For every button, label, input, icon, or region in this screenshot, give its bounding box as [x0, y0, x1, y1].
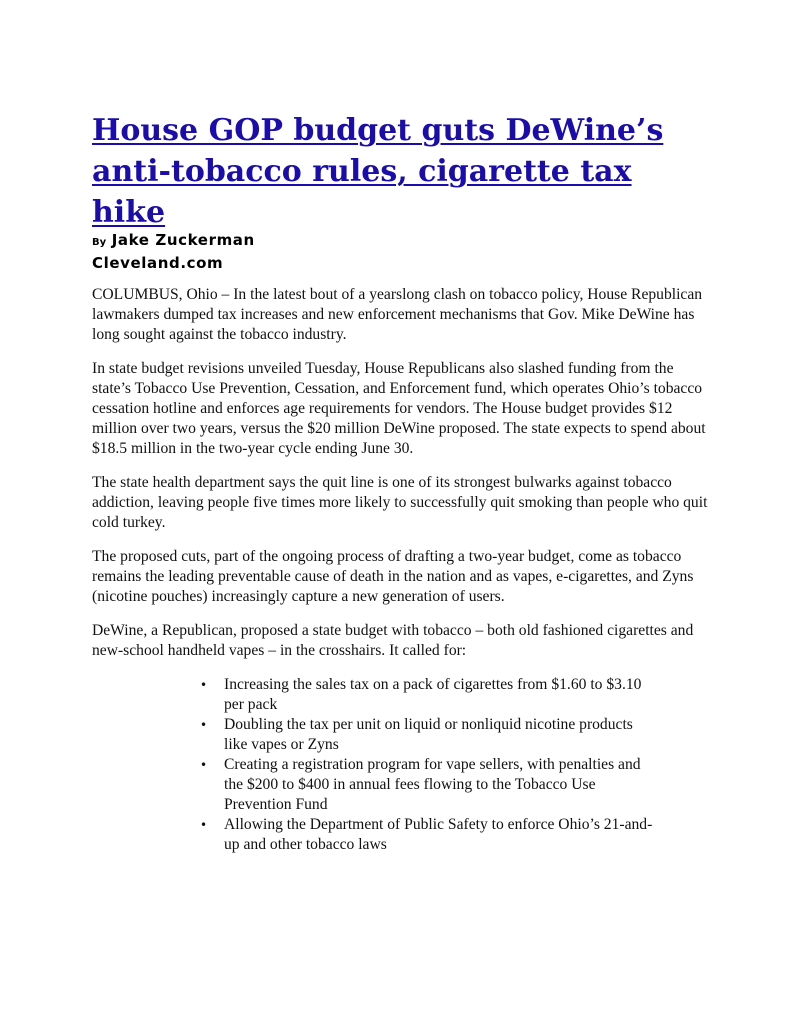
list-item-text: Creating a registration program for vape sellers, with penalties and the $200 to $400 in annual fees flowing to the Tobacco Use Prevention Fund — [224, 756, 641, 813]
paragraph: COLUMBUS, Ohio – In the latest bout of a yearslong clash on tobacco policy, House Republican lawmakers dumped tax increases and new enforcement mechanisms that Gov. Mike DeWine has long sought against the tobacco industry. — [92, 286, 703, 343]
bullet-icon: • — [200, 718, 208, 732]
list-item-text: Allowing the Department of Public Safety to enforce Ohio’s 21-and-up and other tobacco laws — [224, 816, 653, 853]
paragraph: The state health department says the quit line is one of its strongest bulwarks against tobacco addiction, leaving people five times more likely to successfully quit smoking than people who quit cold turkey. — [92, 474, 708, 531]
proposal-list — [92, 675, 712, 855]
list-item-text: Increasing the sales tax on a pack of cigarettes from $1.60 to $3.10 per pack — [224, 676, 642, 713]
paragraph: In state budget revisions unveiled Tuesday, House Republicans also slashed funding from the state’s Tobacco Use Prevention, Cessation, and Enforcement fund, which operates Ohio’s tobacco cessation hotline and enforces age requirements for vendors. The House budget provides $12 million over two years, versus the $20 million DeWine proposed. The state expects to spend about $18.5 million in the two-year cycle ending June 30. — [92, 360, 706, 457]
outlet-name: Cleveland.com — [92, 254, 224, 272]
list-item — [200, 755, 654, 815]
byline — [92, 230, 255, 273]
bullet-icon: • — [200, 818, 208, 832]
byline-prefix: By — [92, 237, 107, 248]
bullet-icon: • — [200, 758, 208, 772]
list-item-text: Doubling the tax per unit on liquid or nonliquid nicotine products like vapes or Zyns — [224, 716, 633, 753]
bullet-icon: • — [200, 678, 208, 692]
list-item — [200, 675, 654, 715]
article-body — [92, 285, 712, 855]
article-headline-link[interactable]: House GOP budget guts DeWine’s anti-tobacco rules, cigarette tax hike — [92, 113, 664, 230]
paragraph: DeWine, a Republican, proposed a state budget with tobacco – both old fashioned cigarettes and new-school handheld vapes – in the crosshairs. It called for: — [92, 622, 694, 659]
paragraph: The proposed cuts, part of the ongoing process of drafting a two-year budget, come as tobacco remains the leading preventable cause of death in the nation and as vapes, e-cigarettes, and Zyns (nicotine pouches) increasingly capture a new generation of users. — [92, 548, 694, 605]
list-item — [200, 715, 654, 755]
list-item — [200, 815, 654, 855]
author-name: Jake Zuckerman — [111, 231, 255, 249]
